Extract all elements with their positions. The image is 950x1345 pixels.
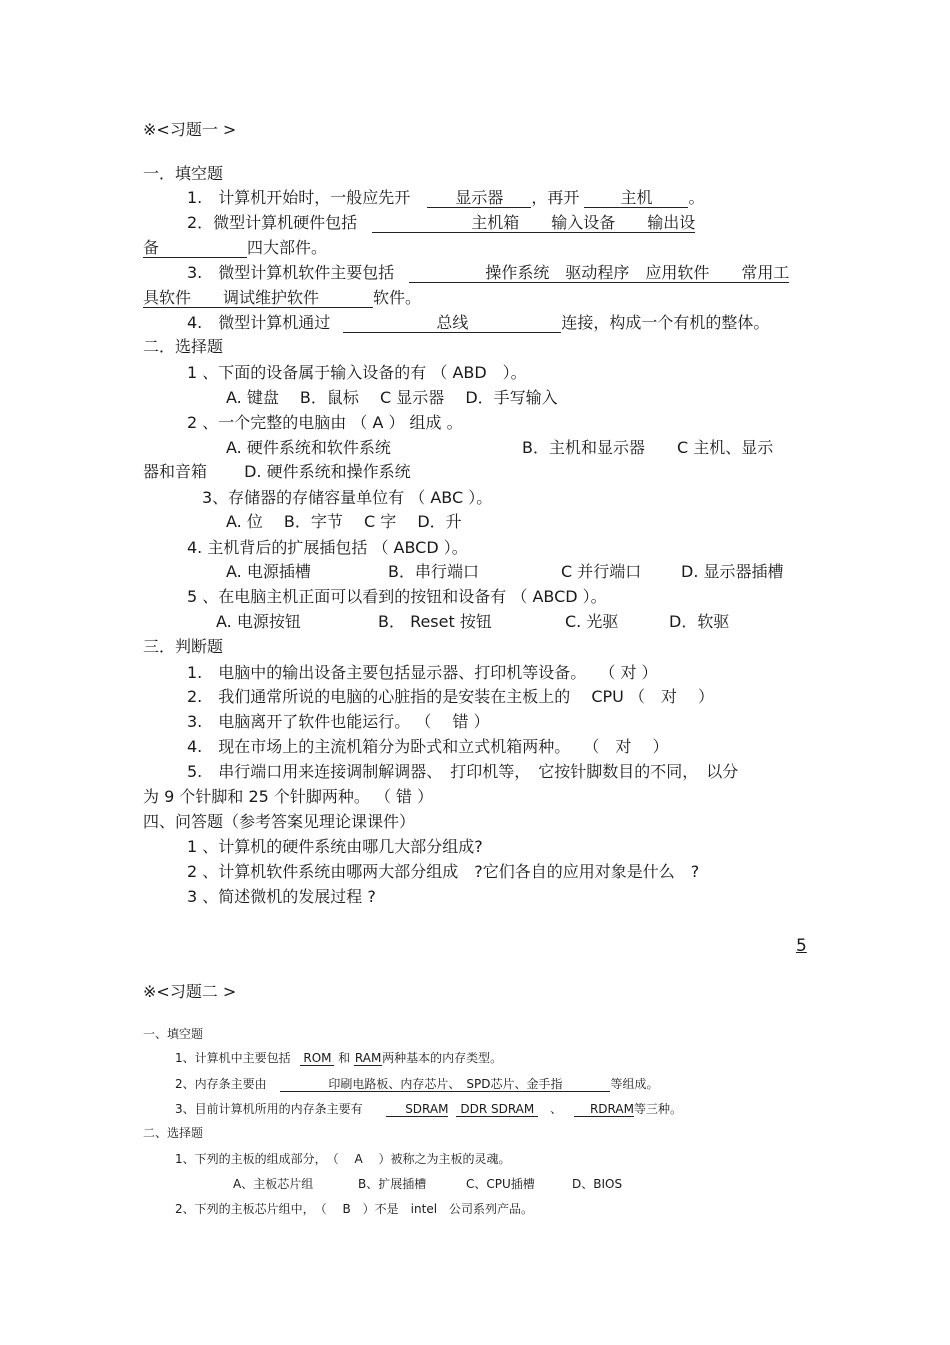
ex1-judge-q1: 1. 电脑中的输出设备主要包括显示器、打印机等设备。 （ 对 ） (187, 663, 658, 682)
ex2-choice-q2: 2、下列的主板芯片组中， （ B ）不是 intel 公司系列产品。 (175, 1202, 534, 1216)
answer-blank: ROM (300, 1052, 334, 1066)
q-text: 和 (338, 1051, 351, 1065)
ex1-fill-q2-cont (143, 240, 327, 258)
ex1-choice-q5-option: D．软驱 (669, 612, 730, 631)
ex1-choice-q4-option: C 并行端口 (561, 562, 642, 581)
q-text: 1、计算机中主要包括 (175, 1051, 291, 1065)
answer-blank: 操作系统 驱动程序 应用软件 常用工 (409, 265, 789, 283)
answer-blank: 印刷电路板、内存芯片、 SPD芯片、金手指 (280, 1078, 610, 1092)
ex1-choice-q5-option: C. 光驱 (565, 612, 619, 631)
ex1-section-qa: 四、问答题（参考答案见理论课课件） (143, 812, 416, 831)
exercise2-title: ※<习题二 > (143, 982, 237, 1001)
ex2-fill-q3 (175, 1103, 682, 1117)
answer-blank: 具软件 调试维护软件 (143, 290, 373, 308)
ex1-judge-q2: 2. 我们通常所说的电脑的心脏指的是安装在主板上的 CPU （ 对 ） (187, 687, 715, 706)
q-text: 。 (688, 188, 705, 207)
q-text: 3. 微型计算机软件主要包括 (187, 263, 395, 282)
ex2-fill-q2 (175, 1078, 658, 1092)
q-text: 2、内存条主要由 (175, 1077, 267, 1091)
ex2-section-fill: 一、填空题 (143, 1027, 204, 1041)
ex1-judge-q4: 4. 现在市场上的主流机箱分为卧式和立式机箱两种。 （ 对 ） (187, 737, 669, 756)
ex1-choice-q2-option-a: A. 硬件系统和软件系统 (226, 438, 391, 457)
ex1-section-judge: 三．判断题 (143, 637, 224, 656)
ex1-choice-q5-option: B． Reset 按钮 (378, 612, 492, 631)
ex1-fill-q3 (187, 265, 789, 283)
ex1-choice-q4-option: D. 显示器插槽 (681, 562, 784, 581)
answer-blank: RDRAM (574, 1103, 634, 1117)
ex2-choice-q1-option: C、CPU插槽 (466, 1177, 535, 1191)
ex1-judge-q5: 5. 串行端口用来连接调制解调器、 打印机等， 它按针脚数目的不同， 以分 (187, 762, 739, 781)
q-text: 、 (550, 1102, 563, 1116)
answer-blank: 备 (143, 240, 247, 258)
q-text: 等组成。 (610, 1077, 659, 1091)
ex1-fill-q3-cont (143, 290, 421, 308)
q-text: 4. 微型计算机通过 (187, 313, 331, 332)
ex1-qa-q2: 2 、计算机软件系统由哪两大部分组成 ?它们各自的应用对象是什么 ? (187, 862, 700, 881)
ex1-choice-q5-option: A. 电源按钮 (216, 612, 301, 631)
ex1-section-choice: 二．选择题 (143, 337, 224, 356)
answer-blank: RAM (354, 1051, 382, 1065)
answer-blank: 显示器 (427, 190, 531, 208)
ex1-qa-q3: 3 、简述微机的发展过程 ? (187, 887, 376, 906)
answer-blank: 总线 (343, 315, 561, 333)
ex1-fill-q1 (187, 190, 705, 208)
answer-blank: DDR SDRAM (456, 1103, 538, 1117)
page-number: 5 (796, 936, 807, 956)
ex1-qa-q1: 1 、计算机的硬件系统由哪几大部分组成? (187, 837, 483, 856)
ex1-fill-q4 (187, 315, 769, 333)
ex1-choice-q5: 5 、在电脑主机正面可以看到的按钮和设备有 （ ABCD ）。 (187, 587, 607, 606)
answer-blank: 主机 (584, 190, 688, 208)
ex2-section-choice: 二、选择题 (143, 1126, 204, 1140)
q-text: ，再开 (531, 188, 580, 207)
ex1-choice-q4: 4. 主机背后的扩展插包括 （ ABCD ）。 (187, 538, 468, 557)
exercise1-title: ※<习题一 > (143, 120, 237, 139)
q-text: 1. 计算机开始时，一般应先开 (187, 188, 411, 207)
ex1-choice-q1: 1 、下面的设备属于输入设备的有 （ ABD ）。 (187, 363, 527, 382)
ex1-choice-q4-option: A. 电源插槽 (226, 562, 311, 581)
ex1-section-fill: 一．填空题 (143, 164, 224, 183)
ex1-choice-q2-option-b: B．主机和显示器 C 主机、显示 (522, 438, 774, 457)
ex2-choice-q1-option: B、扩展插槽 (358, 1177, 427, 1191)
ex1-judge-q3: 3. 电脑离开了软件也能运行。 （ 错 ） (187, 712, 490, 731)
ex2-choice-q1-option: A、主板芯片组 (233, 1177, 314, 1191)
q-text: 等三种。 (633, 1102, 682, 1116)
q-text: 连接，构成一个有机的整体。 (561, 313, 770, 332)
ex1-choice-q4-option: B．串行端口 (388, 562, 479, 581)
q-text: 两种基本的内存类型。 (382, 1051, 503, 1065)
answer-blank: 主机箱 输入设备 输出设 (372, 215, 695, 233)
ex1-choice-q1-options: A. 键盘 B．鼠标 C 显示器 D．手写输入 (226, 388, 558, 407)
ex1-choice-q3: 3、存储器的存储容量单位有 （ ABC ）。 (202, 488, 493, 507)
q-text: 2．微型计算机硬件包括 (187, 213, 358, 232)
ex2-choice-q1-option: D、BIOS (572, 1177, 623, 1191)
q-text: 四大部件。 (247, 238, 328, 257)
ex1-choice-q3-options: A. 位 B．字节 C 字 D．升 (226, 512, 462, 531)
ex1-judge-q5-cont: 为 9 个针脚和 25 个针脚两种。 （ 错 ） (143, 787, 434, 806)
q-text: 软件。 (373, 288, 422, 307)
ex1-choice-q2-option-cont: 器和音箱 D. 硬件系统和操作系统 (143, 462, 411, 481)
answer-blank: SDRAM (386, 1103, 448, 1117)
ex2-choice-q1: 1、下列的主板的组成部分， （ A ）被称之为主板的灵魂。 (175, 1152, 511, 1166)
q-text: 3、目前计算机所用的内存条主要有 (175, 1102, 363, 1116)
ex2-fill-q1 (175, 1052, 502, 1066)
ex1-choice-q2: 2 、一个完整的电脑由 （ A ） 组成 。 (187, 413, 463, 432)
ex1-fill-q2 (187, 215, 695, 233)
